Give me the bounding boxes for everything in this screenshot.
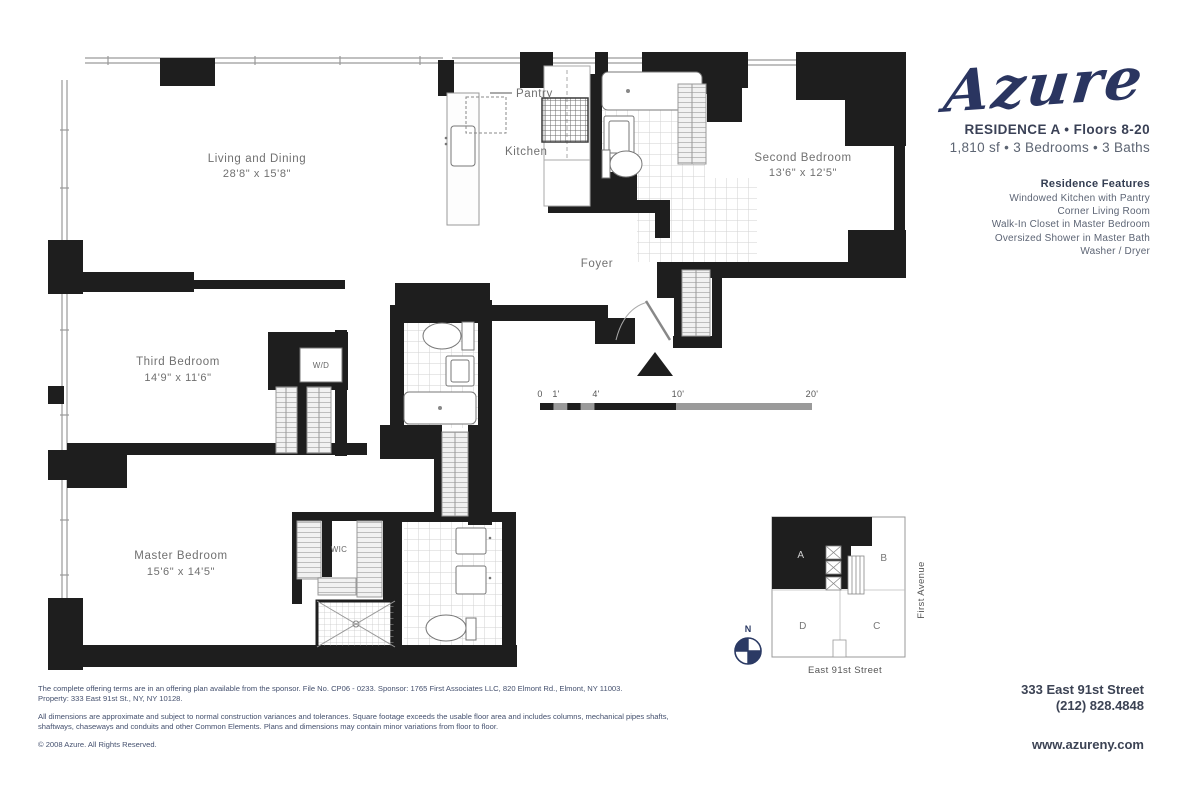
sink-icon: [456, 566, 486, 594]
compass-n-label: N: [744, 624, 752, 634]
wd-label: W/D: [312, 361, 330, 370]
stove-icon: [542, 98, 588, 142]
east-91st-label: East 91st Street: [808, 665, 882, 676]
unit-c-label: C: [873, 621, 881, 632]
feature-item: Corner Living Room: [1057, 206, 1150, 218]
foyer-closet: [682, 270, 710, 336]
contact-address: 333 East 91st Street: [1021, 682, 1144, 697]
contact-website: www.azureny.com: [1032, 736, 1144, 752]
sink-icon: [456, 528, 486, 554]
features-heading: Residence Features: [1040, 178, 1150, 190]
living-dims: 28'8" x 15'8": [222, 168, 292, 180]
legal-line-3: All dimensions are approximate and subject to normal construction variances and tolerances. Square footage exceeds the usable floor area and includes columns, mechanical pipes shafts,: [38, 712, 669, 722]
kitchen-island: [445, 93, 479, 225]
legal-line-2: Property: 333 East 91st St., NY, NY 10128.: [38, 694, 183, 704]
foyer-label: Foyer: [580, 258, 614, 270]
first-avenue-label: First Avenue: [916, 561, 927, 619]
scale-bar: [537, 389, 818, 410]
room-labels: [134, 88, 851, 578]
third-bedroom-label: Third Bedroom: [136, 356, 220, 368]
legal-text: [38, 684, 678, 758]
brand-block: [820, 44, 1150, 155]
wic-label: WIC: [330, 545, 348, 554]
feature-item: Walk-In Closet in Master Bedroom: [991, 219, 1150, 231]
legal-line-4: shaftways, chaseways and conduits and other Common Elements. Plans and dimensions may contain minor variations from floor to floor.: [38, 722, 499, 732]
svg-text:1': 1': [552, 389, 560, 399]
walk-in-closet: [297, 521, 382, 597]
unit-d-label: D: [799, 621, 807, 632]
living-label: Living and Dining: [207, 153, 307, 165]
copyright-line: © 2008 Azure. All Rights Reserved.: [38, 740, 157, 750]
feature-item: Windowed Kitchen with Pantry: [1009, 193, 1150, 204]
toilet-tank: [466, 618, 476, 640]
svg-text:20': 20': [805, 389, 819, 399]
washer-dryer: [300, 348, 342, 382]
toilet-icon: [426, 615, 466, 641]
linen-closet: [442, 432, 468, 516]
second-bedroom-label: Second Bedroom: [754, 152, 852, 164]
legal-line-1: The complete offering terms are in an offering plan available from the sponsor. File No. CP06 - 0233. Sponsor: 1765 First Associates LLC, 820 Elmont Rd., Elmont, NY 11003.: [38, 684, 623, 693]
key-plan: [772, 517, 927, 676]
pantry-label: Pantry: [516, 88, 553, 100]
feature-item: Washer / Dryer: [1080, 245, 1150, 257]
feature-item: Oversized Shower in Master Bath: [994, 232, 1150, 244]
oversized-shower: [317, 601, 395, 647]
kitchen-label: Kitchen: [505, 146, 548, 158]
compass-icon: [735, 624, 761, 664]
entry-marker-icon: [637, 352, 673, 376]
toilet-icon: [423, 323, 461, 349]
residence-stats: 1,810 sf • 3 Bedrooms • 3 Baths: [949, 140, 1150, 155]
svg-text:10': 10': [671, 389, 685, 399]
residence-title: RESIDENCE A • Floors 8-20: [964, 122, 1150, 137]
svg-text:4': 4': [592, 389, 600, 399]
toilet-tank: [462, 322, 474, 350]
toilet-icon: [610, 151, 642, 177]
master-bedroom-dims: 15'6" x 14'5": [146, 566, 216, 578]
toilet-tank: [602, 150, 610, 178]
unit-b-label: B: [880, 553, 888, 564]
second-bath-closet: [678, 84, 706, 164]
contact-block: [884, 682, 1144, 752]
second-bedroom-dims: 13'6" x 12'5": [768, 167, 838, 179]
azure-logo: Azure: [940, 44, 1148, 126]
unit-a-label: A: [797, 550, 805, 561]
residence-features: [820, 178, 1150, 258]
contact-phone: (212) 828.4848: [1055, 698, 1144, 714]
svg-text:0: 0: [537, 389, 543, 399]
third-bedroom-dims: 14'9" x 11'6": [144, 372, 212, 384]
master-bedroom-label: Master Bedroom: [134, 550, 228, 562]
